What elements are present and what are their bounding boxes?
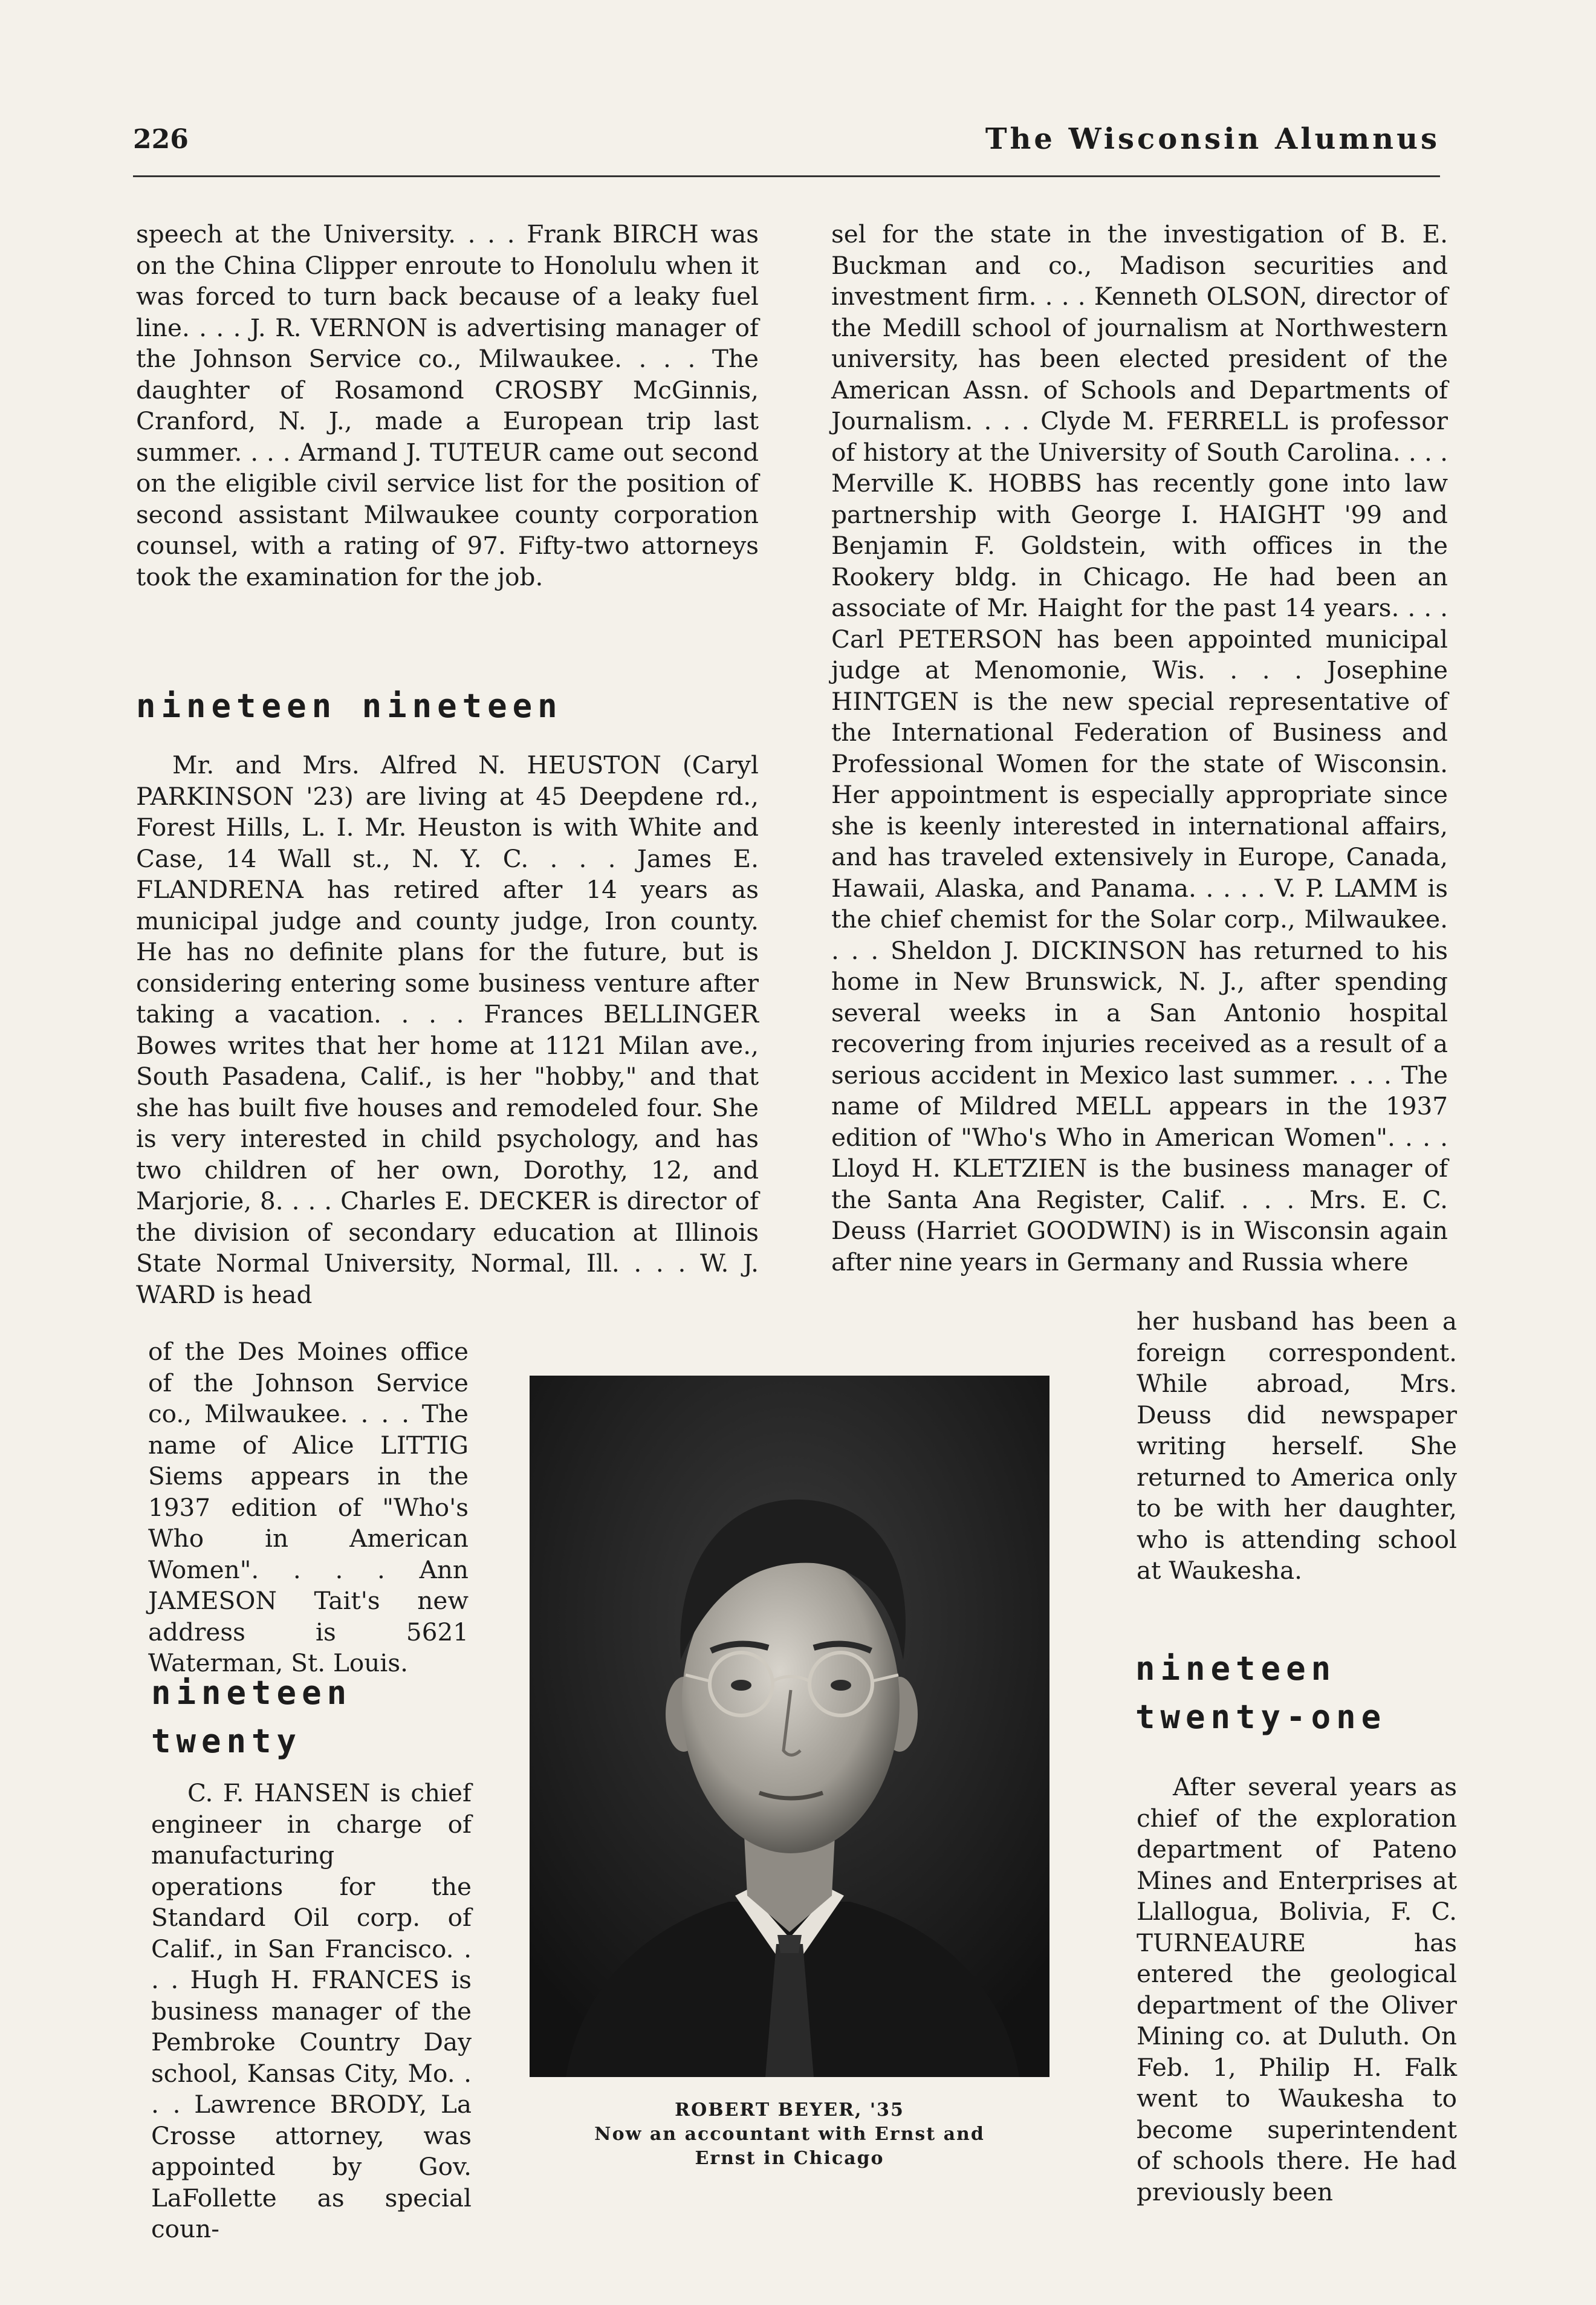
publication-title: The Wisconsin Alumnus [985,122,1440,156]
right-paragraph-1: sel for the state in the investigation of B. E. Buckman and co., Madison securities and investment firm. . . . Kenneth OLSON, director of the Medill school of journalism at Northwestern university, has been elected president of the American Assn. of Schools and Departments of Journalism. . . . Clyde M. FERRELL is professor of history at the University of South Carolina. . . . Merville K. HOBBS has recently gone into law partnership with George I. HAIGHT '99 and Benjamin F. Goldstein, with offices in the Rookery bldg. in Chicago. He had been an associate of Mr. Haight for the past 14 years. . . . Carl PETERSON has been appointed municipal judge at Menomonie, Wis. . . . Josephine HINTGEN is the new special representative of the International Federation of Business and Professional Women for the state of Wisconsin. Her appointment is especially appropriate since she is keenly interested in international affairs, and has traveled extensively in Europe, Canada, Hawaii, Alaska, and Panama. . . . . V. P. LAMM is the chief chemist for the Solar corp., Milwaukee. . . . Sheldon J. DICKINSON has returned to his home in New Brunswick, N. J., after spending several weeks in a San Antonio hospital recovering from injuries received as a result of a serious accident in Mexico last summer. . . . The name of Mildred MELL appears in the 1937 edition of "Who's Who in American Women". . . . Lloyd H. KLETZIEN is the business manager of the Santa Ana Register, Calif. . . . Mrs. E. C. Deuss (Harriet GOODWIN) is in Wisconsin again after nine years in Germany and Russia where [831,219,1448,1276]
left-paragraph-3: C. F. HANSEN is chief engineer in charge of manufacturing operations for the Standard Oil corp. of Calif., in San Francisco. . . . Hugh H. FRANCES is business manager of the Pembroke Country Day school, Kansas City, Mo. . . . Lawrence BRODY, La Crosse attorney, was appointed by Gov. LaFollette as special coun- [151,1778,472,2243]
left-paragraph-1: speech at the University. . . . Frank BIRCH was on the China Clipper enroute to Honolulu when it was forced to turn back because of a leaky fuel line. . . . J. R. VERNON is advertising manager of the Johnson Service co., Milwaukee. . . . The daughter of Rosamond CROSBY McGinnis, Cranford, N. J., made a European trip last summer. . . . Armand J. TUTEUR came out second on the eligible civil service list for the position of second assistant Milwaukee county corporation counsel, with a rating of 97. Fifty-two attorneys took the examination for the job. [136,219,759,591]
header-rule [133,175,1440,177]
heading-nineteen-nineteen: nineteen nineteen [136,687,563,725]
left-column-mid [136,750,759,1310]
portrait-illustration [530,1376,1049,2077]
right-column-top [831,219,1448,1278]
left-column-top [136,219,759,593]
left-column-narrow-1 [148,1336,469,1679]
caption-name: ROBERT BEYER, '35 [675,2099,904,2121]
caption-line-3: Ernst in Chicago [695,2148,884,2169]
page-number: 226 [133,124,189,155]
right-paragraph-1-continued: her husband has been a foreign correspondent. While abroad, Mrs. Deuss did newspaper writing herself. She returned to America only to be with her daughter, who is attending school at Waukesha. [1137,1307,1457,1585]
left-paragraph-2: Mr. and Mrs. Alfred N. HEUSTON (Caryl PARKINSON '23) are living at 45 Deepdene rd., Forest Hills, L. I. Mr. Heuston is with White and Case, 14 Wall st., N. Y. C. . . . James E. FLANDRENA has retired after 14 years as municipal judge and county judge, Iron county. He has no definite plans for the future, but is considering entering some business venture after taking a vacation. . . . Frances BELLINGER Bowes writes that her home at 1121 Milan ave., South Pasadena, Calif., is her "hobby," and that she has built five houses and remodeled four. She is very interested in child psychology, and has two children of her own, Dorothy, 12, and Marjorie, 8. . . . Charles E. DECKER is director of the division of secondary education at Illinois State Normal University, Normal, Ill. . . . W. J. WARD is head [136,750,759,1309]
caption-line-2: Now an accountant with Ernst and [594,2124,985,2145]
portrait-photo [530,1376,1049,2077]
left-column-narrow-2 [151,1778,472,2245]
photo-caption [530,2098,1049,2171]
right-column-narrow-2 [1137,1772,1457,2208]
right-paragraph-2: After several years as chief of the exploration department of Pateno Mines and Enterprises at Llallogua, Bolivia, F. C. TURNEAURE has entered the geological department of the Oliver Mining co. at Duluth. On Feb. 1, Philip H. Falk went to Waukesha to become superintendent of schools there. He had previously been [1137,1772,1457,2206]
heading-nineteen-twenty: nineteen twenty [151,1674,352,1760]
right-column-narrow-1 [1137,1306,1457,1587]
left-paragraph-2-continued: of the Des Moines office of the Johnson Service co., Milwaukee. . . . The name of Alice LITTIG Siems appears in the 1937 edition of "Who's Who in American Women". . . . Ann JAMESON Tait's new address is 5621 Waterman, St. Louis. [148,1337,469,1677]
heading-nineteen-twenty-one: nineteen twenty-one [1135,1650,1387,1736]
